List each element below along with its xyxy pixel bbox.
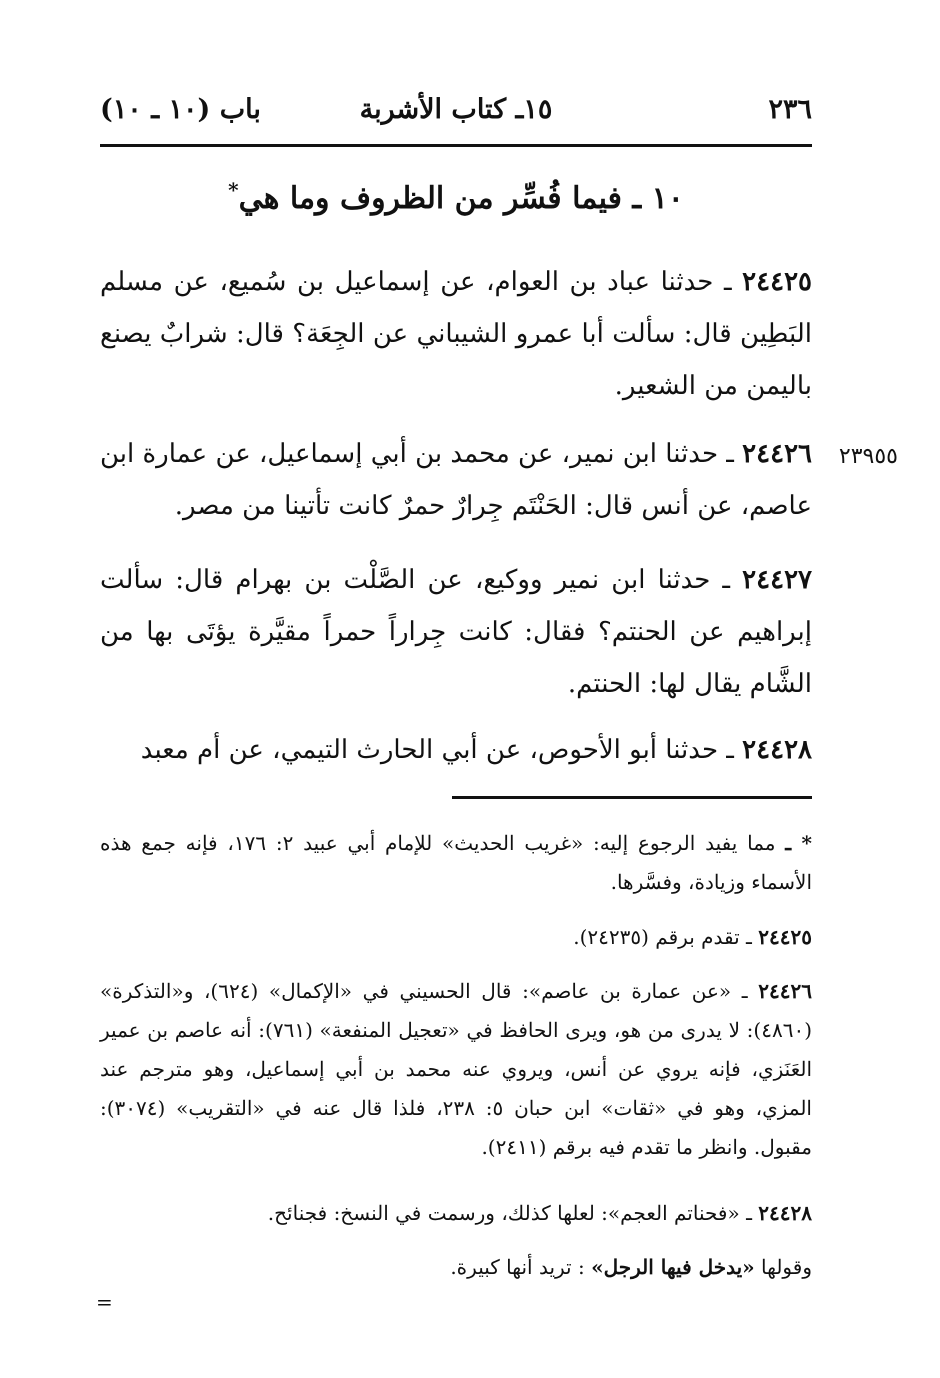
- footnote-text: : تريد أنها كبيرة.: [450, 1255, 592, 1279]
- hadith-24427: [100, 554, 812, 710]
- footnote-quote: «يدخل فيها الرجل»: [591, 1255, 755, 1279]
- section-title-text: ١٠ ـ فيما فُسِّر من الظروف وما هي: [238, 181, 684, 216]
- footnote-text: مما يفيد الرجوع إليه: «غريب الحديث» للإمام أبي عبيد ٢: ١٧٦، فإنه جمع هذه الأسماء وزيادة، وفسَّرها.: [100, 831, 812, 894]
- footnote-text: ـ «عن عمارة بن عاصم»: قال الحسيني في «الإكمال» (٦٢٤)، و«التذكرة» (٤٨٦٠): لا يدرى من هو، ويرى الحافظ في «تعجيل المنفعة» (٧٦١): أنه عاصم بن عمير العَنَزي، فإنه يروي عن أنس، ويروي عنه محمد بن أبي إسماعيل، وهو مترجم عند المزي، وهو في «ثقات» ابن حبان ٥: ٢٣٨، فلذا قال عنه في «التقريب» (٣٠٧٤): مقبول. وانظر ما تقدم فيه برقم (٢٤١١).: [100, 979, 813, 1159]
- section-title: [100, 178, 812, 216]
- hadith-text: ـ حدثنا عباد بن العوام، عن إسماعيل بن سُميع، عن مسلم البَطِين قال: سألت أبا عمرو الشيباني عن الجِعَة؟ قال: شرابٌ يصنع باليمن من الشعير.: [100, 267, 812, 401]
- hadith-number: ٢٤٤٢٨: [742, 735, 812, 765]
- footnote-text: ـ تقدم برقم (٢٤٢٣٥).: [573, 925, 759, 949]
- running-header: [100, 88, 812, 136]
- hadith-24425: [100, 256, 812, 412]
- hadith-24426: [100, 428, 812, 532]
- continuation-mark: =: [96, 1290, 113, 1314]
- header-rule: [100, 144, 812, 147]
- page-number: ٢٣٦: [768, 94, 812, 125]
- footnote-text-pre: وقولها: [754, 1255, 812, 1279]
- footnote-24428: [100, 1194, 812, 1233]
- hadith-number: ٢٤٤٢٥: [742, 267, 812, 297]
- book-title: ١٥ـ كتاب الأشربة: [359, 94, 553, 125]
- section-footnote-marker: *: [228, 178, 239, 202]
- footnote-24426: [100, 972, 812, 1167]
- hadith-24428: [100, 724, 812, 776]
- footnote-star: [100, 824, 812, 902]
- footnote-lead: ٢٤٤٢٨: [758, 1201, 812, 1225]
- footnote-lead: ٢٤٤٢٦: [758, 979, 812, 1003]
- hadith-number: ٢٤٤٢٦: [742, 439, 812, 469]
- margin-number: ٢٣٩٥٥: [838, 444, 898, 469]
- footnote-text: ـ «فحناتم العجم»: لعلها كذلك، ورسمت في النسخ: فجنائح.: [267, 1201, 759, 1225]
- footnote-lead: * ـ: [785, 831, 812, 855]
- footnote-24425: [100, 918, 812, 957]
- chapter-reference: باب (١٠ ـ ١٠): [100, 94, 261, 125]
- footnote-24428-continued: [100, 1248, 812, 1287]
- hadith-text: ـ حدثنا ابن نمير ووكيع، عن الصَّلْت بن بهرام قال: سألت إبراهيم عن الحنتم؟ فقال: كانت جِراراً حمراً مقيَّرة يؤتَى بها من الشَّام يقال لها: الحنتم.: [100, 565, 812, 699]
- hadith-text: ـ حدثنا أبو الأحوص، عن أبي الحارث التيمي، عن أم معبد: [140, 735, 743, 765]
- footnote-rule: [452, 796, 812, 799]
- hadith-text: ـ حدثنا ابن نمير، عن محمد بن أبي إسماعيل، عن عمارة ابن عاصم، عن أنس قال: الحَنْتَم جِرارٌ حمرٌ كانت تأتينا من مصر.: [100, 439, 812, 521]
- hadith-number: ٢٤٤٢٧: [742, 565, 812, 595]
- footnote-lead: ٢٤٤٢٥: [758, 925, 812, 949]
